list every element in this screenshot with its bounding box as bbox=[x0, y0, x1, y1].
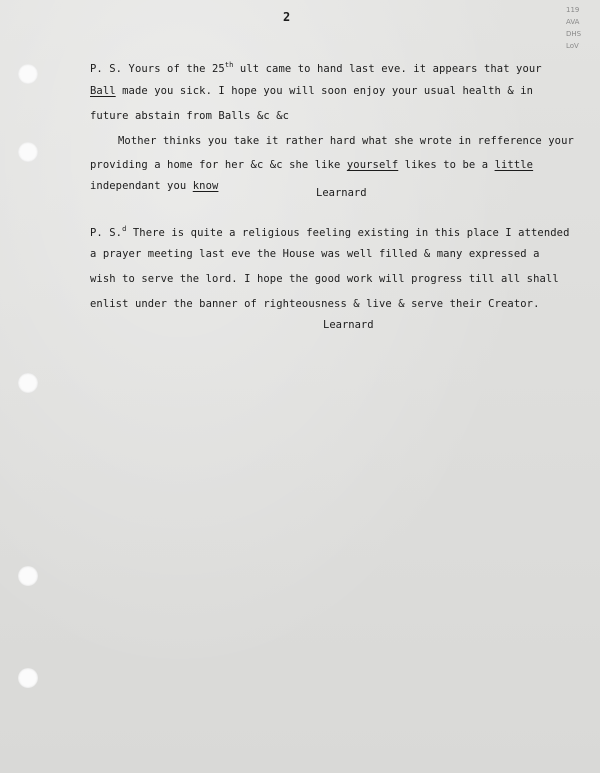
underlined-word: little bbox=[494, 159, 534, 171]
ps1-signature: Learnard bbox=[316, 187, 367, 199]
text-run: likes to be a bbox=[398, 159, 495, 171]
ps1-line-3: future abstain from Balls &c &c bbox=[90, 110, 290, 122]
underlined-word: yourself bbox=[346, 159, 399, 171]
margin-note-line: 119 bbox=[566, 6, 580, 14]
underlined-word: Ball bbox=[90, 85, 116, 97]
margin-note-line: LoV bbox=[566, 42, 579, 50]
text-run: ult came to hand last eve. it appears that your bbox=[233, 63, 542, 75]
text-run: P. S. Yours of the 25 bbox=[90, 63, 225, 75]
text-run: independant you bbox=[90, 180, 193, 192]
ps1-line-4: Mother thinks you take it rather hard what she wrote in refference your bbox=[118, 135, 574, 147]
margin-note-line: DHS bbox=[566, 30, 582, 38]
binder-hole bbox=[18, 64, 38, 84]
text-run: made you sick. I hope you will soon enjoy your usual health & in bbox=[115, 85, 534, 97]
binder-hole bbox=[18, 566, 38, 586]
text-run: There is quite a religious feeling existing in this place I attended bbox=[126, 227, 570, 239]
page-number: 2 bbox=[283, 10, 291, 24]
ps2-line-4: enlist under the banner of righteousness & live & serve their Creator. bbox=[90, 298, 540, 310]
ps1-line-6 bbox=[90, 179, 218, 193]
binder-hole bbox=[18, 373, 38, 393]
ps2-line-1 bbox=[90, 222, 570, 240]
ps2-line-3: wish to serve the lord. I hope the good work will progress till all shall bbox=[90, 273, 559, 285]
ps1-line-5 bbox=[90, 158, 533, 172]
underlined-word: know bbox=[192, 180, 219, 192]
binder-hole bbox=[18, 668, 38, 688]
ps2-line-2: a prayer meeting last eve the House was well filled & many expressed a bbox=[90, 248, 540, 260]
superscript: d bbox=[122, 225, 127, 233]
ps1-line-1 bbox=[90, 58, 542, 76]
binder-hole bbox=[18, 142, 38, 162]
margin-note bbox=[566, 4, 596, 52]
text-run: P. S. bbox=[90, 227, 123, 239]
ps1-line-2 bbox=[90, 84, 533, 98]
ps2-signature: Learnard bbox=[323, 319, 374, 331]
margin-note-line: AVA bbox=[566, 18, 580, 26]
text-run: providing a home for her &c &c she like bbox=[90, 159, 347, 171]
superscript: th bbox=[224, 61, 234, 69]
